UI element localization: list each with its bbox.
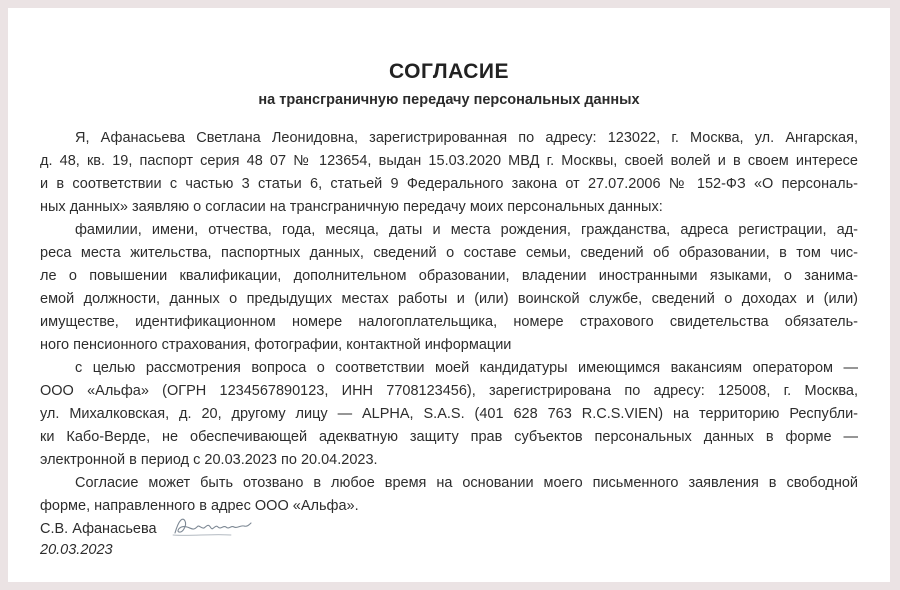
paragraph-line: емой должности, данных о предыдущих местах работы и (или) воинской службе, сведений о доходах и (или) xyxy=(40,291,858,307)
paragraph-line: Я, Афанасьева Светлана Леонидовна, зарегистрированная по адресу: 123022, г. Москва, ул. Ангарская, xyxy=(75,130,858,146)
paragraph-line: ки Кабо-Верде, не обеспечивающей адекватную защиту прав субъектов персональных данных в форме — xyxy=(40,429,858,445)
paragraph-line: ных данных» заявляю о согласии на трансграничную передачу моих персональных данных: xyxy=(40,199,663,215)
document-subtitle: на трансграничную передачу персональных данных xyxy=(258,92,640,108)
document-title: СОГЛАСИЕ xyxy=(388,60,509,83)
paragraph-line: фамилии, имени, отчества, года, месяца, даты и места рождения, гражданства, адреса регистрации, ад- xyxy=(75,222,858,238)
paragraph-line: ООО «Альфа» (ОГРН 1234567890123, ИНН 7708123456), зарегистрирована по адресу: 125008, г. Москва, xyxy=(40,383,858,399)
paragraph-line: электронной в период с 20.03.2023 по 20.04.2023. xyxy=(40,452,378,468)
paragraph-line: ле о повышении квалификации, дополнительном образовании, владении иностранными языками, о занима- xyxy=(40,268,858,284)
paragraph-line: Согласие может быть отозвано в любое время на основании моего письменного заявления в свободной xyxy=(75,475,858,491)
handwritten-signature xyxy=(171,513,253,539)
paragraph-line: и в соответствии с частью 3 статьи 6, статьей 9 Федерального закона от 27.07.2006 № 152-ФЗ «О персональ- xyxy=(40,176,858,192)
paragraph-line: форме, направленного в адрес ООО «Альфа». xyxy=(40,498,359,514)
paragraph-line: ул. Михалковская, д. 20, другому лицу — ALPHA, S.A.S. (401 628 763 R.C.S.VIEN) на территорию Республи- xyxy=(40,406,858,422)
document-body xyxy=(40,127,858,518)
signature-date: 20.03.2023 xyxy=(40,542,113,558)
paragraph-line: имуществе, идентификационном номере налогоплательщика, номере страхового свидетельства обязатель- xyxy=(40,314,858,330)
document-sheet xyxy=(8,8,890,582)
paragraph-line: ного пенсионного страхования, фотографии, контактной информации xyxy=(40,337,512,353)
paragraph-line: с целью рассмотрения вопроса о соответствии моей кандидатуры имеющимся вакансиям оператором — xyxy=(75,360,858,376)
paragraph-line: реса места жительства, паспортных данных, сведений о составе семьи, сведений об образовании, в том чис- xyxy=(40,245,858,261)
signer-name: С.В. Афанасьева xyxy=(40,521,157,537)
paragraph-line: д. 48, кв. 19, паспорт серия 48 07 № 123654, выдан 15.03.2020 МВД г. Москвы, своей волей и в своем интересе xyxy=(40,153,858,169)
